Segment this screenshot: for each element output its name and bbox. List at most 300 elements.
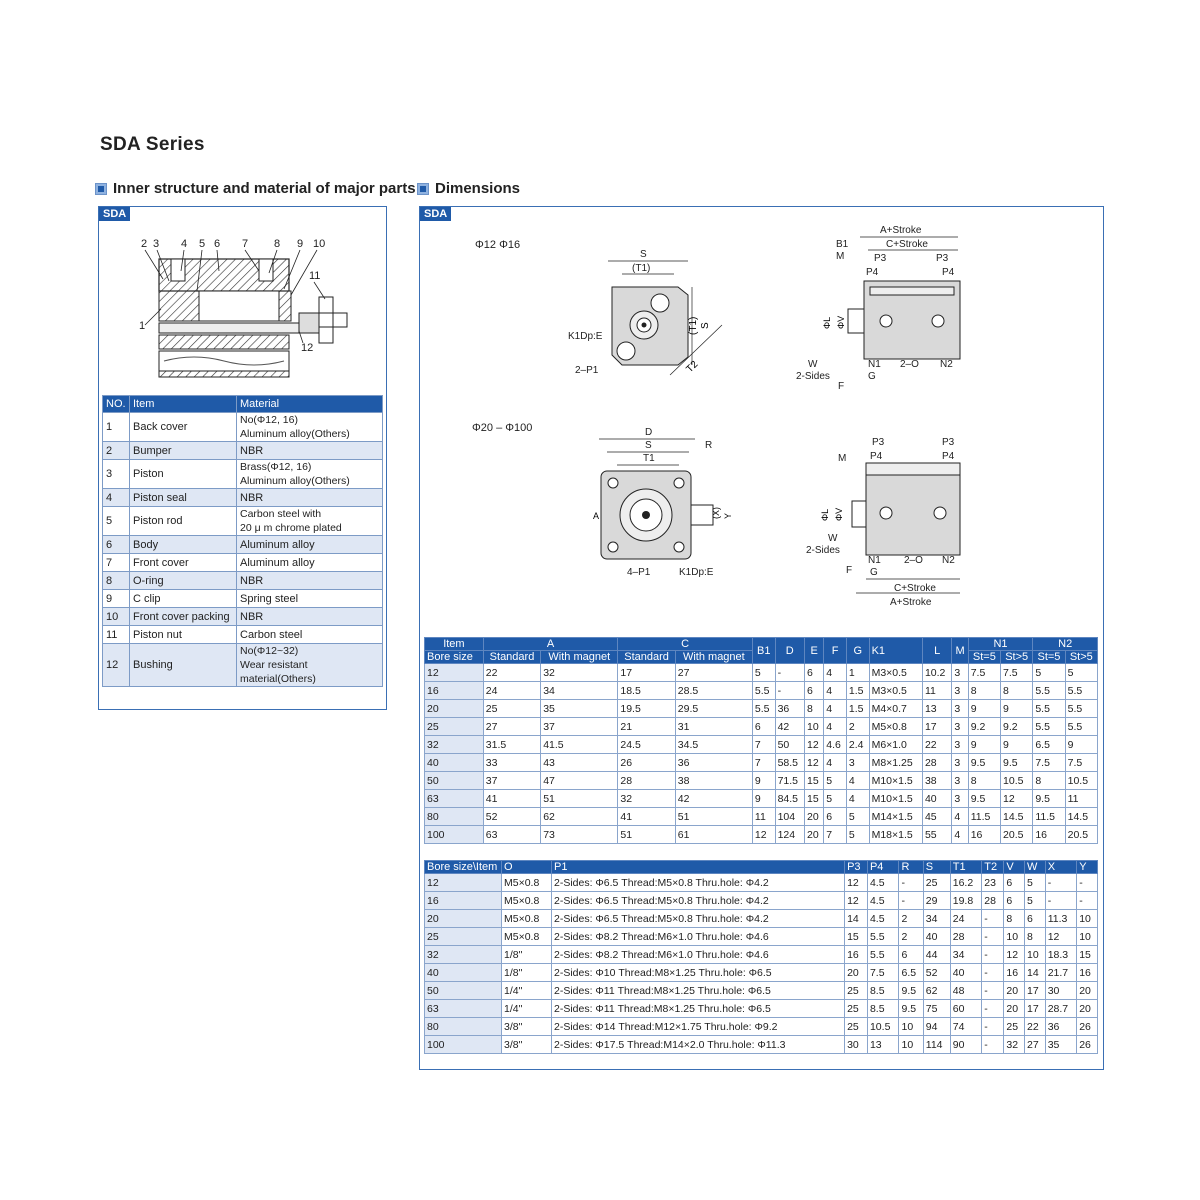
value-cell: 1.5: [846, 682, 869, 700]
t2-head-cell: P1: [551, 861, 844, 874]
t2-head-cell: T1: [950, 861, 982, 874]
value-cell: 4.6: [824, 736, 847, 754]
value-cell: 36: [775, 700, 804, 718]
value-cell: 16: [845, 946, 868, 964]
row-no: 1: [103, 413, 130, 442]
value-cell: 2-Sides: Φ14 Thread:M12×1.75 Thru.hole: Φ9.2: [551, 1018, 844, 1036]
svg-text:S: S: [700, 322, 711, 329]
value-cell: 18.3: [1045, 946, 1077, 964]
material-line: 20 μ m chrome plated: [240, 522, 342, 534]
value-cell: 28: [922, 754, 951, 772]
t2-head-cell: X: [1045, 861, 1077, 874]
table-row: [425, 754, 1098, 772]
value-cell: 30: [1045, 982, 1077, 1000]
value-cell: 12: [804, 736, 823, 754]
value-cell: 11: [752, 808, 775, 826]
value-cell: 22: [483, 664, 540, 682]
svg-text:10: 10: [313, 238, 326, 250]
front-view-small-drawing: [560, 245, 740, 385]
t1-sub-head: St=5: [1033, 651, 1065, 664]
bore-size-cell: 100: [425, 826, 484, 844]
svg-text:T2: T2: [684, 359, 701, 376]
value-cell: 15: [845, 928, 868, 946]
value-cell: 8: [968, 772, 1000, 790]
value-cell: 3/8": [502, 1036, 552, 1054]
value-cell: 1: [846, 664, 869, 682]
value-cell: 12: [1004, 946, 1025, 964]
value-cell: 17: [1025, 1000, 1046, 1018]
table-row: [103, 590, 383, 608]
value-cell: 32: [618, 790, 675, 808]
svg-text:G: G: [870, 567, 878, 578]
value-cell: 41.5: [541, 736, 618, 754]
t1-sub-head: With magnet: [675, 651, 752, 664]
material-line: No(Φ12~32): [240, 645, 299, 657]
table-row: [103, 489, 383, 507]
value-cell: 4: [952, 808, 968, 826]
svg-text:R: R: [705, 440, 713, 451]
table-row: [425, 808, 1098, 826]
value-cell: 34: [923, 910, 950, 928]
value-cell: 24: [950, 910, 982, 928]
value-cell: 23: [982, 874, 1004, 892]
table-row: [103, 608, 383, 626]
value-cell: 7.5: [1001, 664, 1033, 682]
value-cell: -: [1045, 892, 1077, 910]
table-row: [425, 1018, 1098, 1036]
value-cell: -: [1077, 874, 1098, 892]
side-view-small-drawing: [790, 221, 980, 401]
value-cell: 90: [950, 1036, 982, 1054]
table-row: [425, 874, 1098, 892]
value-cell: 40: [950, 964, 982, 982]
table-row: [103, 536, 383, 554]
value-cell: 2: [899, 910, 923, 928]
row-material: [237, 608, 383, 626]
svg-text:2–O: 2–O: [900, 359, 919, 370]
row-no: 4: [103, 489, 130, 507]
value-cell: 25: [923, 874, 950, 892]
value-cell: 18.5: [618, 682, 675, 700]
svg-text:K1Dp:E: K1Dp:E: [568, 331, 603, 342]
value-cell: -: [775, 664, 804, 682]
value-cell: 33: [483, 754, 540, 772]
value-cell: 2: [846, 718, 869, 736]
table-row: [425, 946, 1098, 964]
svg-text:ΦV: ΦV: [836, 315, 846, 329]
value-cell: 16.2: [950, 874, 982, 892]
value-cell: 1/8": [502, 946, 552, 964]
svg-text:C+Stroke: C+Stroke: [886, 239, 928, 250]
value-cell: -: [899, 874, 923, 892]
value-cell: 6.5: [899, 964, 923, 982]
value-cell: 40: [923, 928, 950, 946]
material-line: Aluminum alloy: [240, 538, 315, 551]
table-row: [425, 682, 1098, 700]
svg-text:P4: P4: [870, 451, 883, 462]
value-cell: 8: [1004, 910, 1025, 928]
value-cell: 34: [541, 682, 618, 700]
table-row: [425, 736, 1098, 754]
row-no: 9: [103, 590, 130, 608]
value-cell: 25: [845, 1018, 868, 1036]
value-cell: 61: [675, 826, 752, 844]
row-no: 8: [103, 572, 130, 590]
value-cell: 14: [845, 910, 868, 928]
t1-sub-head: Standard: [618, 651, 675, 664]
value-cell: 35: [541, 700, 618, 718]
material-line: NBR: [240, 574, 264, 587]
value-cell: 5.5: [752, 700, 775, 718]
value-cell: 6: [899, 946, 923, 964]
value-cell: -: [775, 682, 804, 700]
row-material: [237, 572, 383, 590]
value-cell: 50: [775, 736, 804, 754]
value-cell: 5: [1033, 664, 1065, 682]
value-cell: 28.7: [1045, 1000, 1077, 1018]
t2-head-cell: R: [899, 861, 923, 874]
svg-text:ΦL: ΦL: [822, 316, 832, 329]
value-cell: 4: [846, 772, 869, 790]
svg-text:5: 5: [199, 238, 206, 250]
value-cell: 20: [804, 826, 823, 844]
value-cell: 6: [804, 664, 823, 682]
svg-text:A: A: [593, 511, 600, 521]
t1-head-e: E: [804, 638, 823, 664]
value-cell: 15: [804, 790, 823, 808]
value-cell: 73: [541, 826, 618, 844]
t1-head-k1: K1: [869, 638, 922, 664]
svg-text:ΦL: ΦL: [820, 508, 830, 521]
dimensions-panel: [419, 206, 1104, 1070]
row-material: [237, 442, 383, 460]
material-line: Spring steel: [240, 592, 299, 605]
value-cell: 8: [968, 682, 1000, 700]
value-cell: 10.5: [1001, 772, 1033, 790]
value-cell: M18×1.5: [869, 826, 922, 844]
value-cell: 7.5: [1033, 754, 1065, 772]
row-material: [237, 489, 383, 507]
value-cell: 9: [968, 736, 1000, 754]
value-cell: 2-Sides: Φ10 Thread:M8×1.25 Thru.hole: Φ6.5: [551, 964, 844, 982]
value-cell: 71.5: [775, 772, 804, 790]
svg-text:P4: P4: [942, 451, 955, 462]
value-cell: 14: [1025, 964, 1046, 982]
value-cell: 84.5: [775, 790, 804, 808]
value-cell: 9: [1065, 736, 1097, 754]
value-cell: 20: [1077, 1000, 1098, 1018]
value-cell: 27: [1025, 1036, 1046, 1054]
row-no: 7: [103, 554, 130, 572]
value-cell: -: [982, 1000, 1004, 1018]
value-cell: 22: [922, 736, 951, 754]
row-item: Front cover: [130, 554, 237, 572]
value-cell: 9.2: [1001, 718, 1033, 736]
svg-text:Y: Y: [723, 512, 733, 519]
value-cell: 6.5: [1033, 736, 1065, 754]
value-cell: 10.5: [867, 1018, 899, 1036]
svg-text:ΦV: ΦV: [834, 507, 844, 521]
value-cell: -: [1077, 892, 1098, 910]
value-cell: 20: [1004, 1000, 1025, 1018]
row-item: C clip: [130, 590, 237, 608]
row-no: 6: [103, 536, 130, 554]
value-cell: 3: [952, 718, 968, 736]
bore-size-cell: 80: [425, 1018, 502, 1036]
value-cell: 12: [804, 754, 823, 772]
row-item: Body: [130, 536, 237, 554]
value-cell: 10: [804, 718, 823, 736]
value-cell: 9: [1001, 736, 1033, 754]
value-cell: 7.5: [968, 664, 1000, 682]
row-material: [237, 554, 383, 572]
table-row: [425, 718, 1098, 736]
value-cell: 26: [1077, 1036, 1098, 1054]
value-cell: 11: [1065, 790, 1097, 808]
value-cell: 37: [541, 718, 618, 736]
value-cell: 2-Sides: Φ6.5 Thread:M5×0.8 Thru.hole: Φ4.2: [551, 874, 844, 892]
value-cell: 42: [675, 790, 752, 808]
value-cell: 1.5: [846, 700, 869, 718]
value-cell: 5: [846, 826, 869, 844]
model-tag: SDA: [99, 207, 130, 221]
svg-text:P3: P3: [874, 253, 887, 264]
row-item: Front cover packing: [130, 608, 237, 626]
value-cell: 14.5: [1065, 808, 1097, 826]
svg-text:M: M: [836, 251, 845, 262]
value-cell: 22: [1025, 1018, 1046, 1036]
value-cell: M5×0.8: [502, 874, 552, 892]
svg-text:4: 4: [181, 238, 188, 250]
value-cell: 28.5: [675, 682, 752, 700]
svg-text:1: 1: [139, 320, 146, 332]
svg-text:8: 8: [274, 238, 281, 250]
value-cell: 94: [923, 1018, 950, 1036]
value-cell: 5.5: [867, 928, 899, 946]
value-cell: 40: [922, 790, 951, 808]
value-cell: 9.5: [899, 982, 923, 1000]
value-cell: M14×1.5: [869, 808, 922, 826]
material-line: Carbon steel: [240, 628, 303, 641]
t2-head-cell: S: [923, 861, 950, 874]
table-row: [425, 826, 1098, 844]
value-cell: 2: [899, 928, 923, 946]
svg-text:T1: T1: [643, 453, 655, 464]
svg-text:2-Sides: 2-Sides: [806, 545, 840, 556]
bore-size-cell: 16: [425, 892, 502, 910]
value-cell: 19.8: [950, 892, 982, 910]
value-cell: 9.5: [968, 790, 1000, 808]
table-row: [425, 790, 1098, 808]
value-cell: 2-Sides: Φ11 Thread:M8×1.25 Thru.hole: Φ6.5: [551, 982, 844, 1000]
material-line: Carbon steel with: [240, 508, 322, 520]
svg-text:S: S: [645, 440, 652, 451]
row-item: Piston nut: [130, 626, 237, 644]
svg-text:N2: N2: [940, 359, 953, 370]
bore-size-cell: 25: [425, 928, 502, 946]
value-cell: 28: [982, 892, 1004, 910]
value-cell: 20: [804, 808, 823, 826]
value-cell: M4×0.7: [869, 700, 922, 718]
value-cell: 16: [968, 826, 1000, 844]
value-cell: 17: [1025, 982, 1046, 1000]
value-cell: 114: [923, 1036, 950, 1054]
value-cell: 9.5: [899, 1000, 923, 1018]
table-row: [103, 554, 383, 572]
value-cell: 5.5: [1065, 718, 1097, 736]
value-cell: 11.3: [1045, 910, 1077, 928]
svg-text:P4: P4: [942, 267, 955, 278]
value-cell: 2-Sides: Φ8.2 Thread:M6×1.0 Thru.hole: Φ4.6: [551, 946, 844, 964]
row-no: 11: [103, 626, 130, 644]
piston-nut-section: [319, 297, 333, 343]
value-cell: 20: [1077, 982, 1098, 1000]
svg-text:3: 3: [153, 238, 160, 250]
value-cell: 28: [618, 772, 675, 790]
value-cell: 4: [846, 790, 869, 808]
value-cell: 21: [618, 718, 675, 736]
bore-size-cell: 20: [425, 700, 484, 718]
svg-text:(T1): (T1): [632, 263, 651, 274]
table-row: [425, 772, 1098, 790]
row-material: [237, 507, 383, 536]
row-material: [237, 413, 383, 442]
value-cell: 4: [824, 682, 847, 700]
table-row: [425, 664, 1098, 682]
value-cell: 12: [1045, 928, 1077, 946]
value-cell: 62: [541, 808, 618, 826]
value-cell: 4.5: [867, 874, 899, 892]
material-line: No(Φ12, 16): [240, 414, 298, 426]
value-cell: 8: [1025, 928, 1046, 946]
value-cell: 2-Sides: Φ17.5 Thread:M14×2.0 Thru.hole: Φ11.3: [551, 1036, 844, 1054]
value-cell: 26: [1077, 1018, 1098, 1036]
row-material: [237, 460, 383, 489]
t1-head-g: G: [846, 638, 869, 664]
svg-text:(X): (X): [711, 507, 721, 519]
row-no: 2: [103, 442, 130, 460]
value-cell: 43: [541, 754, 618, 772]
svg-text:M: M: [838, 453, 847, 464]
section-bullet-icon: [95, 183, 107, 195]
value-cell: 51: [541, 790, 618, 808]
value-cell: 13: [867, 1036, 899, 1054]
value-cell: 26: [618, 754, 675, 772]
value-cell: 16: [1004, 964, 1025, 982]
value-cell: 34.5: [675, 736, 752, 754]
value-cell: 31.5: [483, 736, 540, 754]
value-cell: M5×0.8: [869, 718, 922, 736]
value-cell: 25: [845, 1000, 868, 1018]
value-cell: 51: [675, 808, 752, 826]
label-bore-small: Φ12 Φ16: [475, 239, 521, 251]
value-cell: 9: [752, 790, 775, 808]
bore-size-cell: 12: [425, 664, 484, 682]
table-row: [103, 572, 383, 590]
svg-text:N1: N1: [868, 359, 881, 370]
value-cell: 9.5: [1001, 754, 1033, 772]
svg-text:W: W: [808, 359, 818, 370]
value-cell: 4.5: [867, 910, 899, 928]
svg-text:N1: N1: [868, 555, 881, 566]
value-cell: 7.5: [867, 964, 899, 982]
value-cell: 12: [752, 826, 775, 844]
t1-sub-head: St>5: [1001, 651, 1033, 664]
value-cell: 75: [923, 1000, 950, 1018]
value-cell: 2.4: [846, 736, 869, 754]
value-cell: 9: [968, 700, 1000, 718]
t1-head-item: Item: [425, 638, 484, 651]
table-row: [425, 928, 1098, 946]
t1-head-c: C: [618, 638, 753, 651]
material-line: NBR: [240, 491, 264, 504]
value-cell: 7: [752, 736, 775, 754]
table-row: [425, 982, 1098, 1000]
value-cell: 25: [483, 700, 540, 718]
value-cell: 3: [952, 790, 968, 808]
value-cell: 11: [922, 682, 951, 700]
value-cell: 58.5: [775, 754, 804, 772]
svg-text:F: F: [838, 381, 845, 392]
value-cell: 8: [1033, 772, 1065, 790]
value-cell: 10.2: [922, 664, 951, 682]
value-cell: 13: [922, 700, 951, 718]
value-cell: 12: [845, 892, 868, 910]
value-cell: 7: [824, 826, 847, 844]
bore-size-cell: 16: [425, 682, 484, 700]
value-cell: 6: [1004, 892, 1025, 910]
cross-section-drawing: [119, 231, 379, 381]
t1-head-n2: N2: [1033, 638, 1098, 651]
t1-head-bore: Bore size: [425, 651, 484, 664]
value-cell: 3: [952, 736, 968, 754]
value-cell: 38: [922, 772, 951, 790]
row-item: Piston: [130, 460, 237, 489]
t2-head-cell: Y: [1077, 861, 1098, 874]
value-cell: 20.5: [1001, 826, 1033, 844]
value-cell: 5: [1025, 874, 1046, 892]
value-cell: 5.5: [867, 946, 899, 964]
t1-head-m: M: [952, 638, 968, 664]
value-cell: 52: [483, 808, 540, 826]
material-line: Brass(Φ12, 16): [240, 461, 312, 473]
inner-structure-panel: [98, 206, 387, 710]
value-cell: 5: [824, 790, 847, 808]
value-cell: 42: [775, 718, 804, 736]
value-cell: 6: [824, 808, 847, 826]
value-cell: 12: [845, 874, 868, 892]
svg-text:P3: P3: [942, 437, 955, 448]
value-cell: 9: [752, 772, 775, 790]
value-cell: 32: [1004, 1036, 1025, 1054]
row-no: 5: [103, 507, 130, 536]
value-cell: 27: [483, 718, 540, 736]
value-cell: 30: [845, 1036, 868, 1054]
table-row: [103, 507, 383, 536]
inner-structure-heading: [95, 180, 416, 197]
t1-head-a: A: [483, 638, 618, 651]
row-no: 10: [103, 608, 130, 626]
table-row: [103, 460, 383, 489]
dimensions-table-1: [424, 637, 1098, 844]
value-cell: M5×0.8: [502, 892, 552, 910]
t1-sub-head: St=5: [968, 651, 1000, 664]
bore-size-cell: 50: [425, 982, 502, 1000]
value-cell: 29.5: [675, 700, 752, 718]
col-item: Item: [130, 396, 237, 413]
value-cell: 31: [675, 718, 752, 736]
value-cell: 2-Sides: Φ8.2 Thread:M6×1.0 Thru.hole: Φ4.6: [551, 928, 844, 946]
